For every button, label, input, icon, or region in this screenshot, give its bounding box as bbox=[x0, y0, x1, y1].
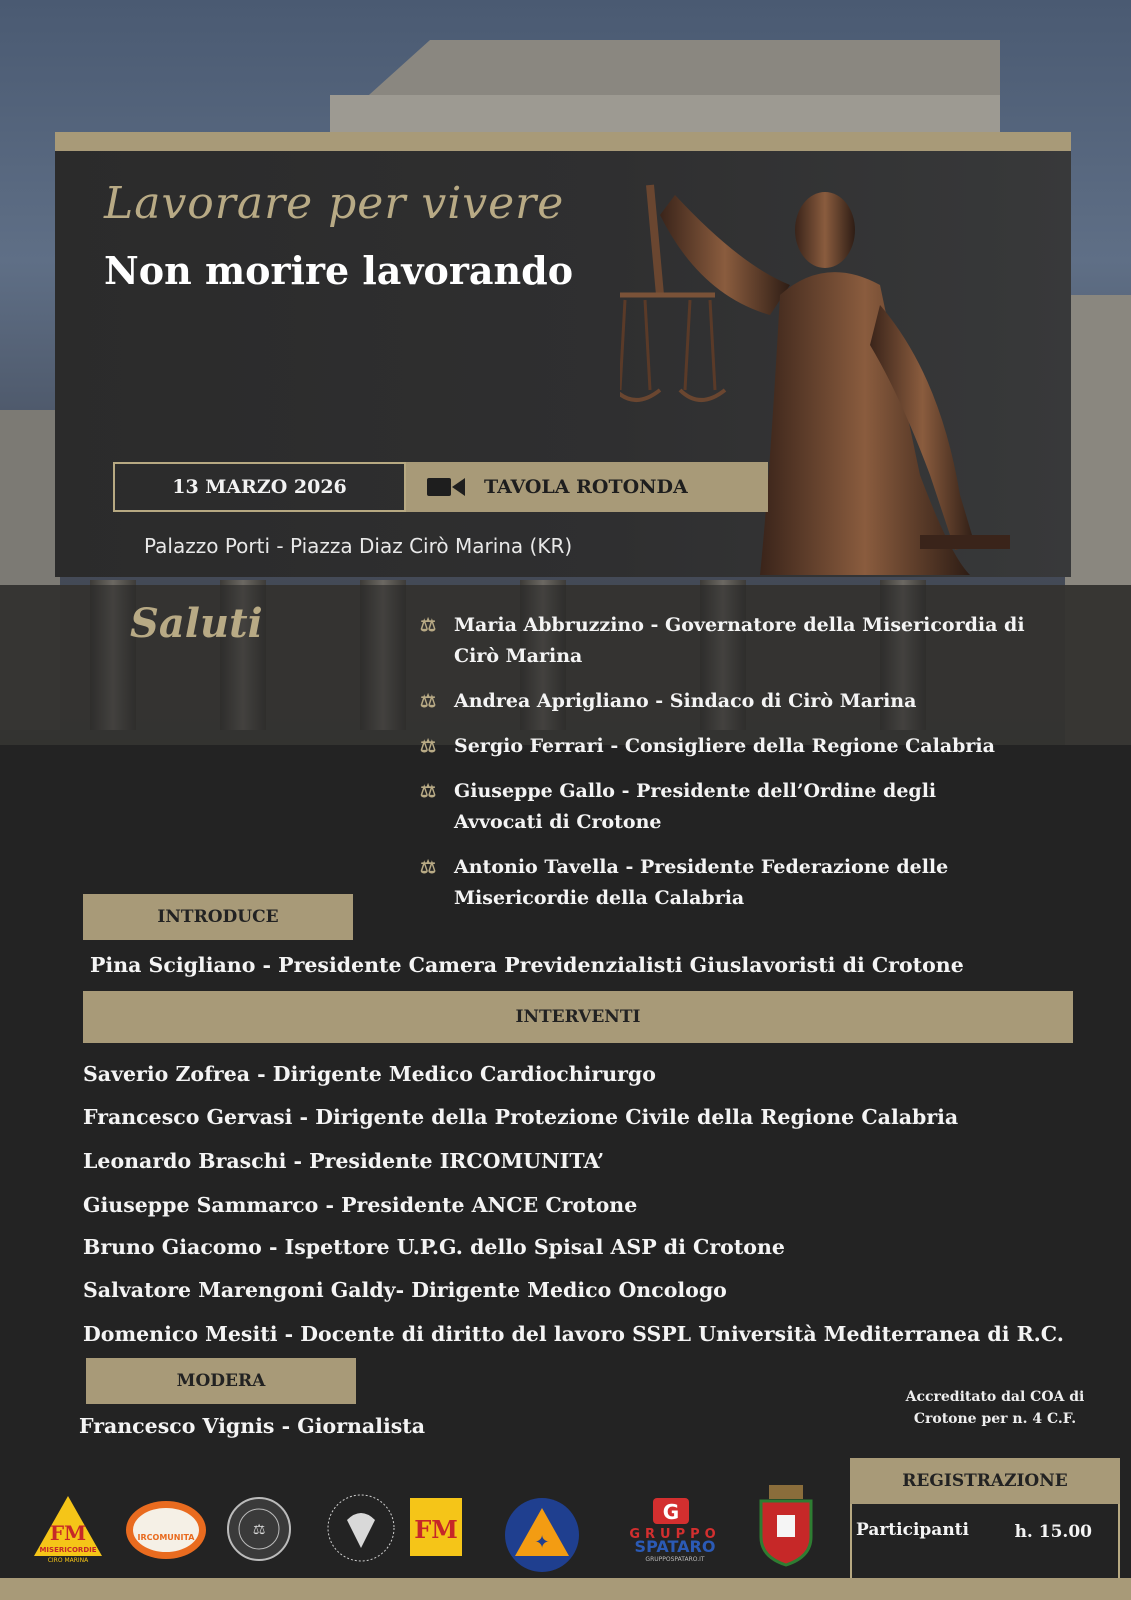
interventi-item: Saverio Zofrea - Dirigente Medico Cardiochirurgo bbox=[83, 1062, 656, 1086]
svg-text:IRCOMUNITA: IRCOMUNITA bbox=[137, 1533, 195, 1542]
modera-label: MODERA bbox=[86, 1358, 356, 1404]
saluti-item bbox=[420, 776, 1060, 838]
giuslavoristi-logo bbox=[325, 1492, 397, 1564]
svg-text:GRUPPOSPATARO.IT: GRUPPOSPATARO.IT bbox=[645, 1556, 705, 1562]
interventi-item: Salvatore Marengoni Galdy- Dirigente Medico Oncologo bbox=[83, 1278, 727, 1302]
saluti-heading: Saluti bbox=[130, 600, 263, 647]
event-date bbox=[113, 462, 406, 512]
registration-participants: Participanti bbox=[856, 1520, 969, 1540]
interventi-item: Bruno Giacomo - Ispettore U.P.G. dello Spisal ASP di Crotone bbox=[83, 1235, 785, 1259]
scales-icon: ⚖ bbox=[420, 857, 437, 878]
event-format-box bbox=[406, 462, 768, 512]
event-title: Non morire lavorando bbox=[104, 248, 574, 293]
gruppo-spataro-logo bbox=[605, 1498, 745, 1562]
registration-time: h. 15.00 bbox=[1014, 1522, 1092, 1542]
accreditation-line: Accreditato dal COA di bbox=[905, 1389, 1085, 1405]
misericordie-logo bbox=[32, 1494, 104, 1564]
ordine-avvocati-logo bbox=[226, 1496, 292, 1562]
comune-stemma-logo bbox=[753, 1483, 819, 1567]
event-date-text: 13 MARZO 2026 bbox=[172, 476, 347, 498]
saluti-item-line: Andrea Aprigliano - Sindaco di Cirò Marina bbox=[454, 690, 917, 712]
scales-icon: ⚖ bbox=[420, 691, 437, 712]
interventi-item: Leonardo Braschi - Presidente IRCOMUNITA’ bbox=[83, 1149, 605, 1173]
scales-icon: ⚖ bbox=[420, 736, 437, 757]
svg-text:MISERICORDIE: MISERICORDIE bbox=[39, 1546, 97, 1554]
accreditation-line: Crotone per n. 4 C.F. bbox=[913, 1411, 1077, 1427]
saluti-item-line: Giuseppe Gallo - Presidente dell’Ordine degli bbox=[454, 780, 937, 802]
svg-text:GRUPPO: GRUPPO bbox=[629, 1527, 721, 1542]
interventi-item: Francesco Gervasi - Dirigente della Protezione Civile della Regione Calabria bbox=[83, 1105, 959, 1129]
saluti-list bbox=[420, 610, 1060, 928]
svg-text:SPATARO: SPATARO bbox=[634, 1537, 716, 1556]
fm-logo bbox=[410, 1498, 462, 1556]
svg-text:✦: ✦ bbox=[534, 1532, 550, 1553]
svg-text:CIRO MARINA: CIRO MARINA bbox=[47, 1557, 89, 1564]
event-tagline: Lavorare per vivere bbox=[104, 178, 565, 229]
saluti-item-line: Cirò Marina bbox=[454, 645, 583, 667]
bottom-bar bbox=[0, 1578, 1131, 1600]
saluti-item-line: Maria Abbruzzino - Governatore della Misericordia di bbox=[454, 614, 1025, 636]
svg-text:G: G bbox=[662, 1500, 680, 1524]
introduce-text: Pina Scigliano - Presidente Camera Previdenzialisti Giuslavoristi di Crotone bbox=[90, 953, 964, 977]
saluti-item-line: Misericordie della Calabria bbox=[454, 887, 745, 909]
interventi-item: Giuseppe Sammarco - Presidente ANCE Crotone bbox=[83, 1193, 638, 1217]
protezione-civile-logo bbox=[503, 1496, 581, 1574]
saluti-item-line: Sergio Ferrari - Consigliere della Regione Calabria bbox=[454, 735, 995, 757]
interventi-label: INTERVENTI bbox=[83, 991, 1073, 1043]
saluti-item bbox=[420, 852, 1060, 914]
hero-top-bar bbox=[55, 132, 1071, 151]
accreditation-note bbox=[905, 1386, 1085, 1430]
registration-row bbox=[856, 1520, 1116, 1540]
scales-icon: ⚖ bbox=[420, 615, 437, 636]
saluti-item bbox=[420, 610, 1060, 672]
event-format: TAVOLA ROTONDA bbox=[484, 476, 688, 498]
modera-text: Francesco Vignis - Giornalista bbox=[79, 1414, 426, 1438]
saluti-item-line: Antonio Tavella - Presidente Federazione delle bbox=[454, 856, 949, 878]
saluti-item bbox=[420, 686, 1060, 717]
video-camera-icon bbox=[426, 475, 466, 499]
saluti-item bbox=[420, 731, 1060, 762]
svg-text:FM: FM bbox=[414, 1515, 458, 1544]
interventi-item: Domenico Mesiti - Docente di diritto del lavoro SSPL Università Mediterranea di R.C. bbox=[83, 1322, 1064, 1346]
svg-text:FM: FM bbox=[49, 1521, 87, 1545]
justice-statue-image bbox=[620, 175, 1030, 575]
scales-icon: ⚖ bbox=[420, 781, 437, 802]
event-venue: Palazzo Porti - Piazza Diaz Cirò Marina (KR) bbox=[144, 534, 573, 558]
registration-label: REGISTRAZIONE bbox=[850, 1458, 1120, 1504]
svg-text:⚖: ⚖ bbox=[252, 1522, 266, 1538]
introduce-label: INTRODUCE bbox=[83, 894, 353, 940]
saluti-item-line: Avvocati di Crotone bbox=[454, 811, 662, 833]
ircomunita-logo bbox=[125, 1500, 207, 1560]
